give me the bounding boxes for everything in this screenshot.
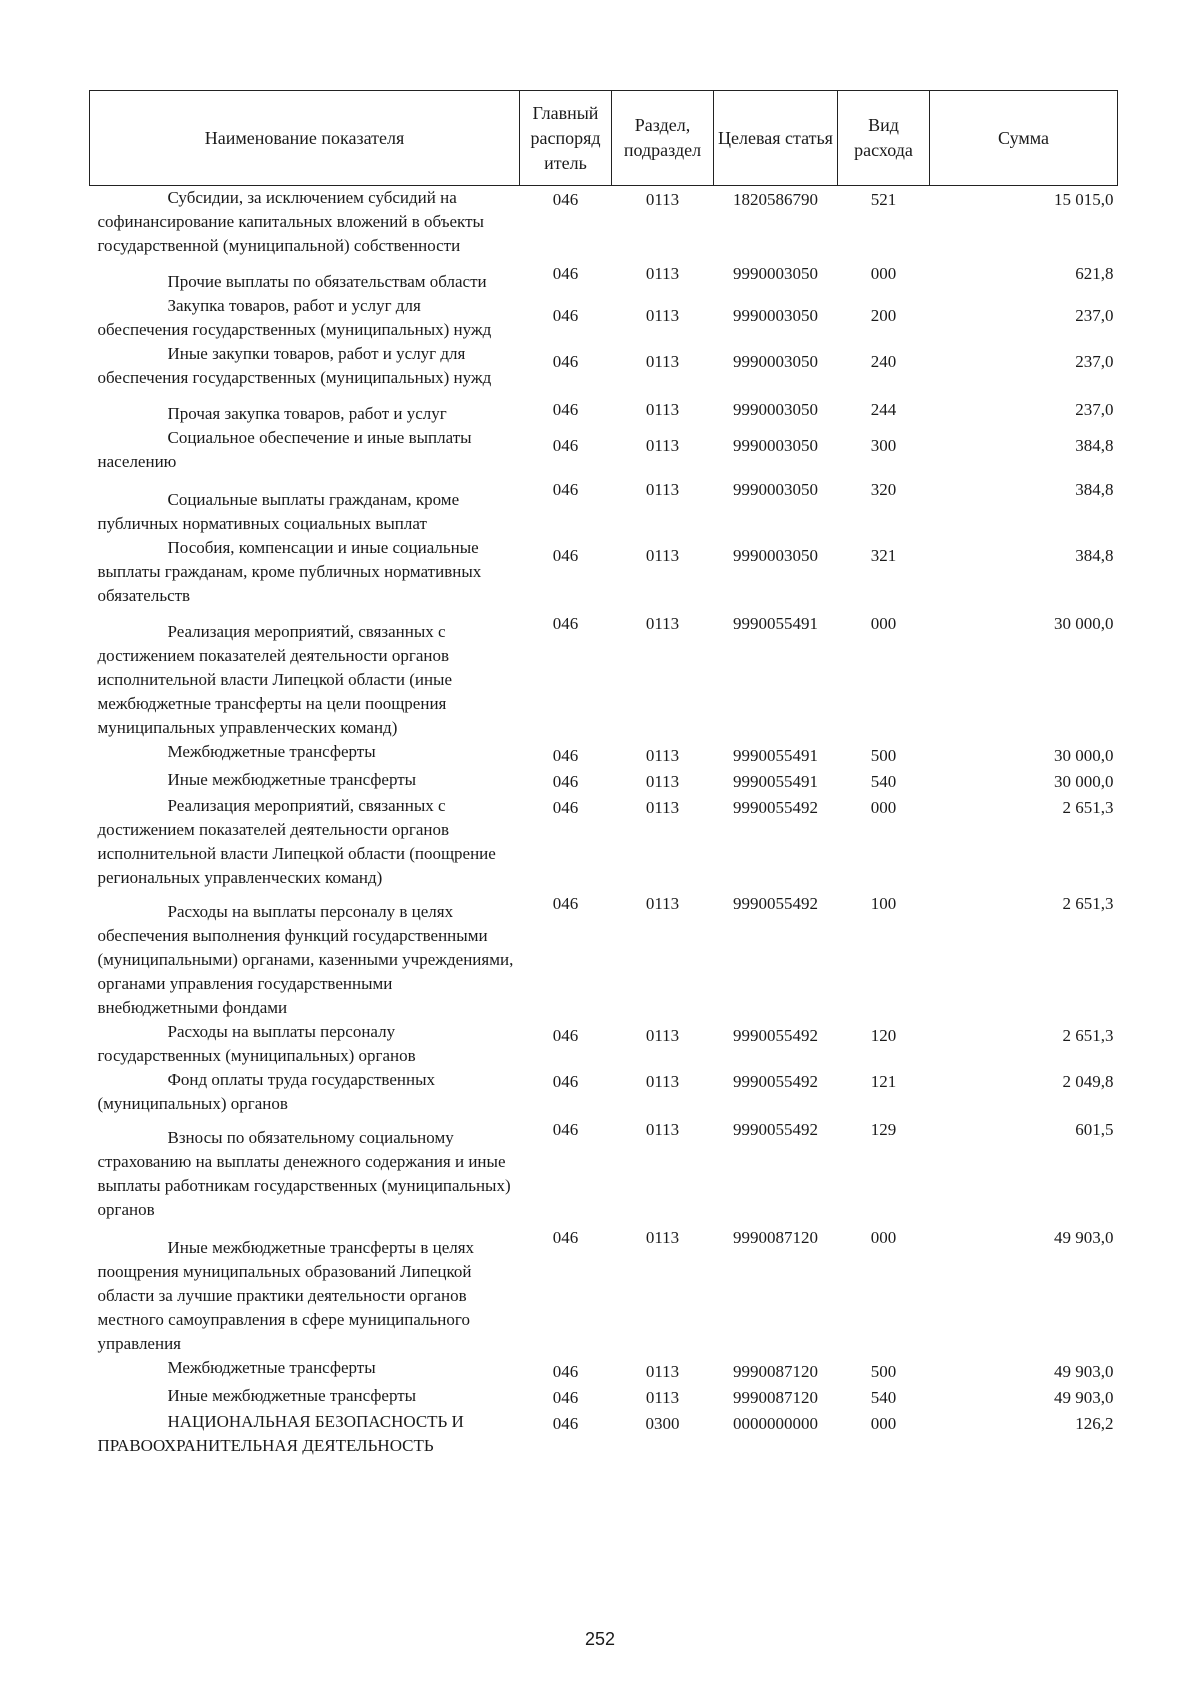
row-section: 0113 [645,264,680,283]
row-sum: 237,0 [1075,306,1114,325]
row-section: 0113 [645,894,680,913]
row-sum: 601,5 [1075,1120,1114,1139]
row-sum: 621,8 [1075,264,1114,283]
row-target: 9990087120 [733,1362,818,1381]
row-grbs: 046 [552,306,579,325]
row-sum: 15 015,0 [1054,190,1114,209]
row-name-cell [90,426,520,474]
row-name-cell [90,536,520,608]
row-target: 9990003050 [733,546,818,565]
row-target: 9990003050 [733,306,818,325]
row-grbs: 046 [552,1362,579,1381]
row-sum: 2 651,3 [1062,1026,1114,1045]
row-section: 0113 [645,798,680,817]
row-section: 0113 [645,746,680,765]
row-name: Прочие выплаты по обязательствам области [167,272,487,291]
table-row [90,294,1118,342]
row-name-cell [90,1384,520,1410]
table-row [90,186,1118,259]
row-name: Иные межбюджетные трансферты [167,770,417,789]
row-name: Социальное обеспечение и иные выплаты населению [97,428,472,471]
row-grbs: 046 [552,772,579,791]
row-name-cell [90,186,520,259]
row-name-cell [90,390,520,426]
row-type: 240 [870,352,897,371]
header-type: Вид расхода [838,91,930,186]
row-target: 9990003050 [733,264,818,283]
row-section: 0113 [645,1228,680,1247]
table-row [90,768,1118,794]
row-sum: 237,0 [1075,400,1114,419]
row-sum: 126,2 [1075,1414,1114,1433]
row-name-cell [90,1410,520,1458]
row-name-cell [90,1068,520,1116]
row-section: 0113 [645,1362,680,1381]
row-grbs: 046 [552,264,579,283]
row-grbs: 046 [552,1414,579,1433]
row-name: Пособия, компенсации и иные социальные выплаты гражданам, кроме публичных нормативных обязательств [97,538,482,605]
row-target: 9990055492 [733,1072,818,1091]
row-grbs: 046 [552,1026,579,1045]
table-row [90,740,1118,768]
row-sum: 2 049,8 [1062,1072,1114,1091]
row-sum: 30 000,0 [1054,746,1114,765]
row-grbs: 046 [552,746,579,765]
row-section: 0113 [645,772,680,791]
row-type: 121 [870,1072,897,1091]
row-section: 0113 [645,480,680,499]
row-type: 300 [870,436,897,455]
row-target: 9990055491 [733,746,818,765]
row-sum: 30 000,0 [1054,772,1114,791]
row-type: 321 [870,546,897,565]
row-type: 000 [870,1228,897,1247]
header-section: Раздел, подраздел [612,91,714,186]
table-row [90,536,1118,608]
row-sum: 49 903,0 [1054,1228,1114,1247]
row-type: 244 [870,400,897,419]
table-row [90,258,1118,294]
header-name: Наименование показателя [90,91,520,186]
row-name-cell [90,740,520,768]
row-name-cell [90,608,520,740]
row-name: Иные межбюджетные трансферты [167,1386,417,1405]
row-name: Межбюджетные трансферты [167,1358,376,1377]
row-target: 9990055491 [733,772,818,791]
row-target: 9990003050 [733,436,818,455]
header-grbs: Главный распоряд итель [520,91,612,186]
row-sum: 49 903,0 [1054,1362,1114,1381]
row-grbs: 046 [552,614,579,633]
row-type: 320 [870,480,897,499]
header-target: Целевая статья [714,91,838,186]
row-target: 9990055491 [733,614,818,633]
row-name: Фонд оплаты труда государственных (муниципальных) органов [97,1070,435,1113]
table-row [90,1384,1118,1410]
row-type: 000 [870,1414,897,1433]
row-target: 9990055492 [733,894,818,913]
table-header [90,91,1118,186]
row-grbs: 046 [552,1072,579,1091]
row-grbs: 046 [552,546,579,565]
row-section: 0113 [645,306,680,325]
row-target: 1820586790 [733,190,818,209]
row-name-cell [90,1356,520,1384]
row-target: 9990055492 [733,798,818,817]
row-section: 0113 [645,190,680,209]
row-target: 9990087120 [733,1388,818,1407]
table-row [90,1222,1118,1356]
row-name: Прочая закупка товаров, работ и услуг [167,404,447,423]
row-sum: 384,8 [1075,436,1114,455]
row-type: 540 [870,772,897,791]
row-name: Расходы на выплаты персоналу в целях обеспечения выполнения функций государственными (муниципальными) органами, казенными учреждениями, органами управления государственными внебюджетными фондами [97,902,514,1017]
row-name-cell [90,1020,520,1068]
page-number: 252 [584,1629,616,1649]
row-name: Иные закупки товаров, работ и услуг для обеспечения государственных (муниципальных) нужд [97,344,492,387]
table-row [90,1410,1118,1458]
row-name-cell [90,890,520,1020]
row-target: 9990003050 [733,480,818,499]
row-sum: 2 651,3 [1062,894,1114,913]
row-type: 000 [870,264,897,283]
row-name-cell [90,1116,520,1222]
budget-table [89,90,1118,1458]
row-section: 0113 [645,1072,680,1091]
table-row [90,474,1118,536]
row-name: Межбюджетные трансферты [167,742,376,761]
row-name-cell [90,768,520,794]
table-row [90,608,1118,740]
row-target: 9990055492 [733,1120,818,1139]
row-type: 129 [870,1120,897,1139]
row-type: 000 [870,614,897,633]
row-type: 100 [870,894,897,913]
table-row [90,1356,1118,1384]
table-row [90,1068,1118,1116]
row-section: 0113 [645,1026,680,1045]
table-row [90,426,1118,474]
row-sum: 384,8 [1075,546,1114,565]
row-type: 000 [870,798,897,817]
row-target: 0000000000 [733,1414,818,1433]
row-section: 0113 [645,1120,680,1139]
table-row [90,342,1118,390]
table-body [90,186,1118,1459]
row-sum: 2 651,3 [1062,798,1114,817]
row-name: Взносы по обязательному социальному страхованию на выплаты денежного содержания и иные выплаты работникам государственных (муниципальных) органов [97,1128,511,1219]
table-row [90,794,1118,890]
table-row [90,1116,1118,1222]
row-name: Субсидии, за исключением субсидий на софинансирование капитальных вложений в объекты государственной (муниципальной) собственности [97,188,484,255]
row-sum: 384,8 [1075,480,1114,499]
table-row [90,1020,1118,1068]
row-section: 0113 [645,1388,680,1407]
row-target: 9990055492 [733,1026,818,1045]
row-grbs: 046 [552,1228,579,1247]
row-name-cell [90,474,520,536]
row-grbs: 046 [552,400,579,419]
row-type: 500 [870,746,897,765]
row-type: 540 [870,1388,897,1407]
table-row [90,390,1118,426]
row-section: 0113 [645,614,680,633]
row-type: 200 [870,306,897,325]
row-name-cell [90,294,520,342]
row-grbs: 046 [552,798,579,817]
row-name: Расходы на выплаты персоналу государственных (муниципальных) органов [97,1022,416,1065]
row-target: 9990003050 [733,352,818,371]
row-type: 120 [870,1026,897,1045]
row-grbs: 046 [552,436,579,455]
row-section: 0300 [645,1414,680,1433]
row-target: 9990003050 [733,400,818,419]
row-name: НАЦИОНАЛЬНАЯ БЕЗОПАСНОСТЬ И ПРАВООХРАНИТЕЛЬНАЯ ДЕЯТЕЛЬНОСТЬ [97,1412,464,1455]
row-sum: 30 000,0 [1054,614,1114,633]
row-name: Реализация мероприятий, связанных с достижением показателей деятельности органов исполнительной власти Липецкой области (иные межбюджетные трансферты на цели поощрения муниципальных управленческих команд) [97,622,453,737]
row-grbs: 046 [552,352,579,371]
row-target: 9990087120 [733,1228,818,1247]
row-section: 0113 [645,546,680,565]
row-name-cell [90,794,520,890]
row-sum: 49 903,0 [1054,1388,1114,1407]
row-name-cell [90,258,520,294]
row-section: 0113 [645,352,680,371]
row-name: Реализация мероприятий, связанных с достижением показателей деятельности органов исполнительной власти Липецкой области (поощрение региональных управленческих команд) [97,796,496,887]
row-section: 0113 [645,436,680,455]
row-type: 521 [870,190,897,209]
row-grbs: 046 [552,894,579,913]
row-name-cell [90,342,520,390]
row-name: Социальные выплаты гражданам, кроме публичных нормативных социальных выплат [97,490,460,533]
row-section: 0113 [645,400,680,419]
row-sum: 237,0 [1075,352,1114,371]
row-grbs: 046 [552,190,579,209]
row-grbs: 046 [552,1120,579,1139]
row-grbs: 046 [552,480,579,499]
row-name: Иные межбюджетные трансферты в целях поощрения муниципальных образований Липецкой области за лучшие практики деятельности органов местного самоуправления в сфере муниципального управления [97,1238,475,1353]
row-name-cell [90,1222,520,1356]
header-sum: Сумма [930,91,1118,186]
row-type: 500 [870,1362,897,1381]
row-name: Закупка товаров, работ и услуг для обеспечения государственных (муниципальных) нужд [97,296,492,339]
row-grbs: 046 [552,1388,579,1407]
table-row [90,890,1118,1020]
